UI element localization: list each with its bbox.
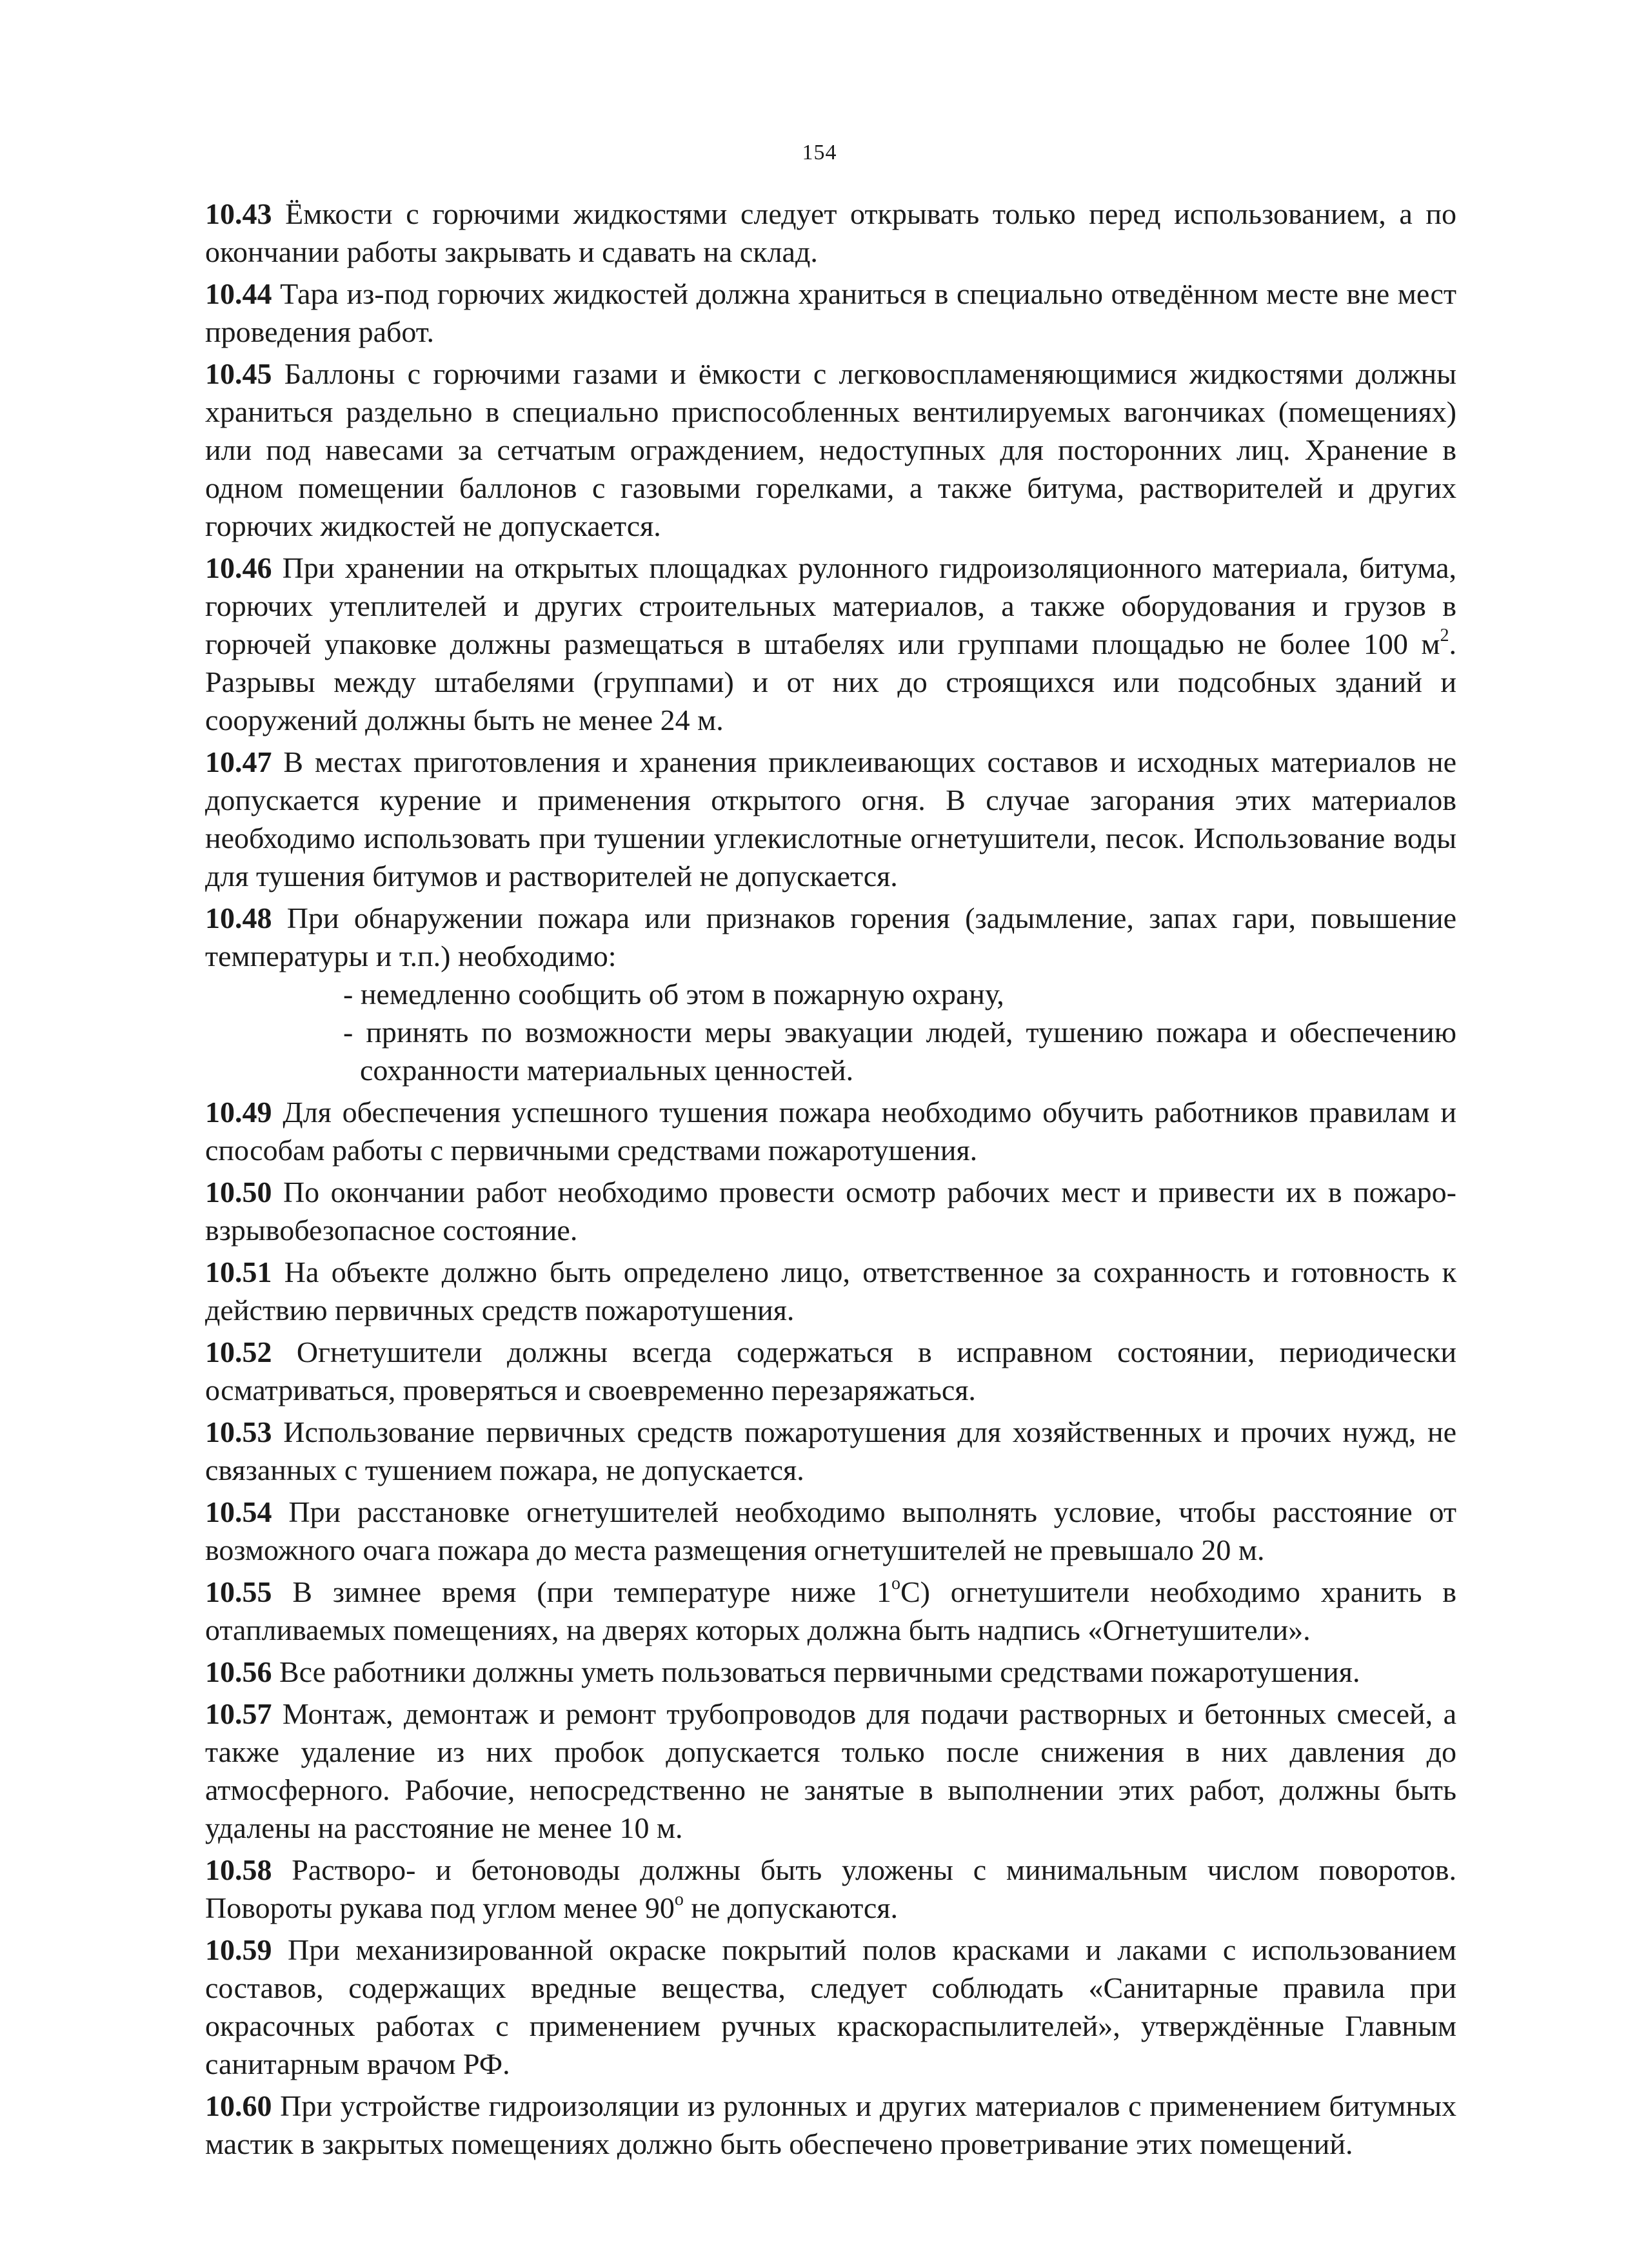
action-list [205, 975, 1456, 1089]
clause-text: Для обеспечения успешного тушения пожара необходимо обучить работников правилам и способам работы с первичными средствами пожаротушения. [205, 1096, 1456, 1167]
clause-text: При обнаружении пожара или признаков горения (задымление, запах гари, повышение температуры и т.п.) необходимо: [205, 902, 1456, 972]
clause-text: не допускаются. [683, 1891, 898, 1924]
paragraph-10-59 [205, 1931, 1456, 2083]
clause-text: При расстановке огнетушителей необходимо выполнять условие, чтобы расстояние от возможного очага пожара до места размещения огнетушителей не превышало 20 м. [205, 1495, 1456, 1566]
paragraph-10-46 [205, 549, 1456, 739]
paragraph-10-53 [205, 1413, 1456, 1489]
clause-text: При устройстве гидроизоляции из рулонных и других материалов с применением битумных мастик в закрытых помещениях должно быть обеспечено проветривание этих помещений. [205, 2089, 1456, 2160]
list-item: - немедленно сообщить об этом в пожарную охрану, [343, 978, 1004, 1011]
clause-text: При механизированной окраске покрытий полов красками и лаками с использованием составов, содержащих вредные вещества, следует соблюдать «Санитарные правила при окрасочных работах с применением ручных краскораспылителей», утверждённые Главным санитарным врачом РФ. [205, 1933, 1456, 2080]
paragraph-10-56 [205, 1653, 1456, 1691]
clause-text: Использование первичных средств пожаротушения для хозяйственных и прочих нужд, не связанных с тушением пожара, не допускается. [205, 1415, 1456, 1486]
paragraph-10-44 [205, 275, 1456, 351]
clause-text: Ёмкости с горючими жидкостями следует открывать только перед использованием, а по окончании работы закрывать и сдавать на склад. [205, 197, 1456, 268]
paragraph-10-55 [205, 1573, 1456, 1649]
paragraph-10-45 [205, 355, 1456, 545]
clause-text: Баллоны с горючими газами и ёмкости с легковоспламеняющимися жидкостями должны храниться раздельно в специально приспособленных вентилируемых вагончиках (помещениях) или под навесами за сетчатым ограждением, недоступных для посторонних лиц. Хранение в одном помещении баллонов с газовыми горелками, а также битума, растворителей и других горючих жидкостей не допускается. [205, 357, 1456, 542]
clause-number: 10.59 [205, 1933, 272, 1966]
clause-text: . Разрывы между штабелями (группами) и от них до строящихся или подсобных зданий и сооружений должны быть не менее 24 м. [205, 627, 1456, 736]
clause-number: 10.46 [205, 551, 272, 584]
clause-text: Все работники должны уметь пользоваться первичными средствами пожаротушения. [272, 1655, 1360, 1688]
clause-number: 10.50 [205, 1176, 272, 1208]
paragraph-10-58 [205, 1851, 1456, 1927]
clause-text: При хранении на открытых площадках рулонного гидроизоляционного материала, битума, горючих утеплителей и других строительных материалов, а также оборудования и грузов в горючей упаковке должны размещаться в штабелях или группами площадью не более 100 м [205, 551, 1456, 660]
clause-text: В местах приготовления и хранения приклеивающих составов и исходных материалов не допускается курение и применения открытого огня. В случае загорания этих материалов необходимо использовать при тушении углекислотные огнетушители, песок. Использование воды для тушения битумов и растворителей не допускается. [205, 745, 1456, 892]
superscript: о [891, 1573, 900, 1593]
document-body [205, 195, 1456, 2167]
clause-text: С) огнетушители необходимо хранить в отапливаемых помещениях, на дверях которых должна быть надпись «Огнетушители». [205, 1575, 1456, 1646]
clause-text: Растворо- и бетоноводы должны быть уложены с минимальным числом поворотов. Повороты рукава под углом менее 90 [205, 1853, 1456, 1924]
superscript: о [674, 1889, 684, 1909]
clause-text: Тара из-под горючих жидкостей должна храниться в специально отведённом месте вне мест проведения работ. [205, 277, 1456, 348]
clause-number: 10.44 [205, 277, 272, 310]
clause-number: 10.52 [205, 1336, 272, 1368]
clause-text: По окончании работ необходимо провести осмотр рабочих мест и привести их в пожаро-взрывобезопасное состояние. [205, 1176, 1456, 1247]
clause-text: Монтаж, демонтаж и ремонт трубопроводов для подачи растворных и бетонных смесей, а также удаление из них пробок допускается только после снижения в них давления до атмосферного. Рабочие, непосредственно не занятые в выполнении этих работ, должны быть удалены на расстояние не менее 10 м. [205, 1697, 1456, 1844]
clause-number: 10.54 [205, 1495, 272, 1528]
clause-text: В зимнее время (при температуре ниже 1 [272, 1575, 891, 1608]
clause-number: 10.51 [205, 1256, 272, 1288]
clause-number: 10.43 [205, 197, 272, 230]
paragraph-10-60 [205, 2087, 1456, 2163]
clause-number: 10.56 [205, 1655, 272, 1688]
paragraph-10-49 [205, 1093, 1456, 1169]
paragraph-10-52 [205, 1333, 1456, 1409]
clause-text: Огнетушители должны всегда содержаться в исправном состоянии, периодически осматриваться, проверяться и своевременно перезаряжаться. [205, 1336, 1456, 1406]
superscript: 2 [1440, 625, 1449, 646]
page-number: 154 [802, 141, 837, 164]
paragraph-10-54 [205, 1493, 1456, 1569]
paragraph-10-50 [205, 1173, 1456, 1249]
clause-number: 10.48 [205, 902, 272, 934]
paragraph-10-43 [205, 195, 1456, 271]
clause-number: 10.57 [205, 1697, 272, 1730]
list-item: - принять по возможности меры эвакуации людей, тушению пожара и обеспечению сохранности материальных ценностей. [343, 1016, 1456, 1087]
clause-number: 10.55 [205, 1575, 272, 1608]
paragraph-10-48 [205, 899, 1456, 975]
paragraph-10-51 [205, 1253, 1456, 1329]
clause-number: 10.60 [205, 2089, 272, 2122]
clause-number: 10.49 [205, 1096, 272, 1129]
clause-number: 10.58 [205, 1853, 272, 1886]
paragraph-10-47 [205, 743, 1456, 895]
clause-number: 10.45 [205, 357, 272, 390]
clause-number: 10.53 [205, 1415, 272, 1448]
paragraph-10-57 [205, 1695, 1456, 1847]
clause-number: 10.47 [205, 745, 272, 778]
clause-text: На объекте должно быть определено лицо, ответственное за сохранность и готовность к действию первичных средств пожаротушения. [205, 1256, 1456, 1326]
